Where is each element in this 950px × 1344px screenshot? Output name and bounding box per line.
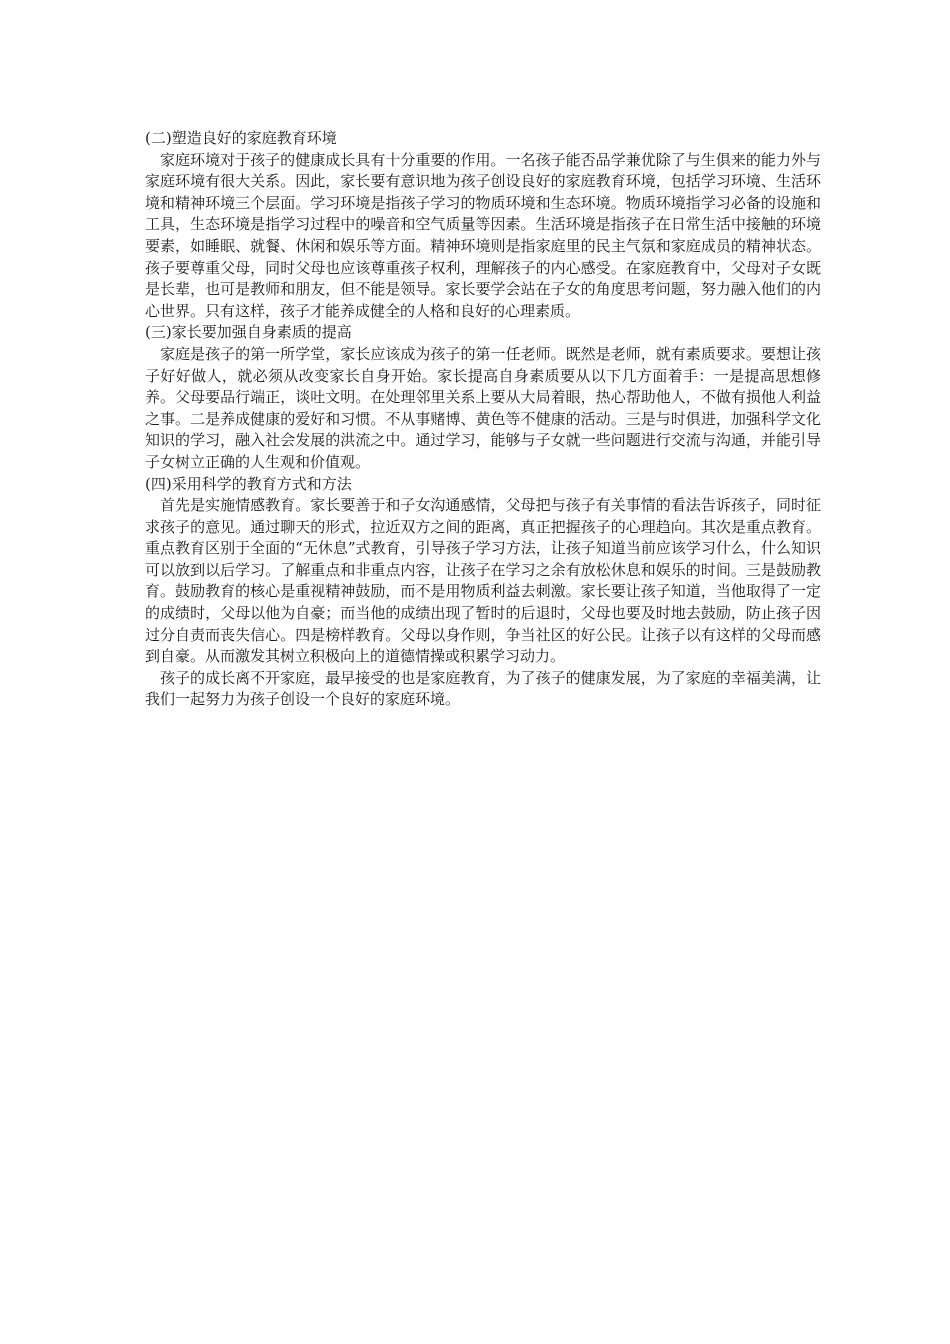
section-heading-3: (三)家长要加强自身素质的提高 (145, 323, 352, 342)
section-heading-4: (四)采用科学的教育方式和方法 (145, 474, 352, 493)
closing-paragraph: 孩子的成长离不开家庭，最早接受的也是家庭教育，为了孩子的健康发展，为了家庭的幸福美满，让我们一起努力为孩子创设一个良好的家庭环境。 (145, 668, 821, 709)
document-body (145, 128, 821, 711)
section-paragraph-2: 家庭环境对于孩子的健康成长具有十分重要的作用。一名孩子能否品学兼优除了与生俱来的能力外与家庭环境有很大关系。因此，家长要有意识地为孩子创设良好的家庭教育环境，包括学习环境、生活环境和精神环境三个层面。学习环境是指孩子学习的物质环境和生态环境。物质环境指学习必备的设施和工具，生态环境是指学习过程中的噪音和空气质量等因素。生活环境是指孩子在日常生活中接触的环境要素，如睡眠、就餐、休闲和娱乐等方面。精神环境则是指家庭里的民主气氛和家庭成员的精神状态。孩子要尊重父母，同时父母也应该尊重孩子权利，理解孩子的内心感受。在家庭教育中，父母对子女既是长辈，也可是教师和朋友，但不能是领导。家长要学会站在子女的角度思考问题，努力融入他们的内心世界。只有这样，孩子才能养成健全的人格和良好的心理素质。 (145, 150, 821, 320)
section-paragraph-4: 首先是实施情感教育。家长要善于和子女沟通感情，父母把与孩子有关事情的看法告诉孩子，同时征求孩子的意见。通过聊天的形式，拉近双方之间的距离，真正把握孩子的心理趋向。其次是重点教育。重点教育区别于全面的“无休息”式教育，引导孩子学习方法，让孩子知道当前应该学习什么，什么知识可以放到以后学习。了解重点和非重点内容，让孩子在学习之余有放松休息和娱乐的时间。三是鼓励教育。鼓励教育的核心是重视精神鼓励，而不是用物质利益去刺激。家长要让孩子知道，当他取得了一定的成绩时，父母以他为自豪；而当他的成绩出现了暂时的后退时，父母也要及时地去鼓励，防止孩子因过分自责而丧失信心。四是榜样教育。父母以身作则，争当社区的好公民。让孩子以有这样的父母而感到自豪。从而激发其树立积极向上的道德情操或积累学习动力。 (145, 496, 821, 666)
section-paragraph-3: 家庭是孩子的第一所学堂，家长应该成为孩子的第一任老师。既然是老师，就有素质要求。要想让孩子好好做人，就必须从改变家长自身开始。家长提高自身素质要从以下几方面着手：一是提高思想修养。父母要品行端正，谈吐文明。在处理邻里关系上要从大局着眼，热心帮助他人，不做有损他人利益之事。二是养成健康的爱好和习惯。不从事赌博、黄色等不健康的活动。三是与时俱进，加强科学文化知识的学习，融入社会发展的洪流之中。通过学习，能够与子女就一些问题进行交流与沟通，并能引导子女树立正确的人生观和价值观。 (145, 344, 821, 471)
section-heading-2: (二)塑造良好的家庭教育环境 (145, 129, 337, 147)
